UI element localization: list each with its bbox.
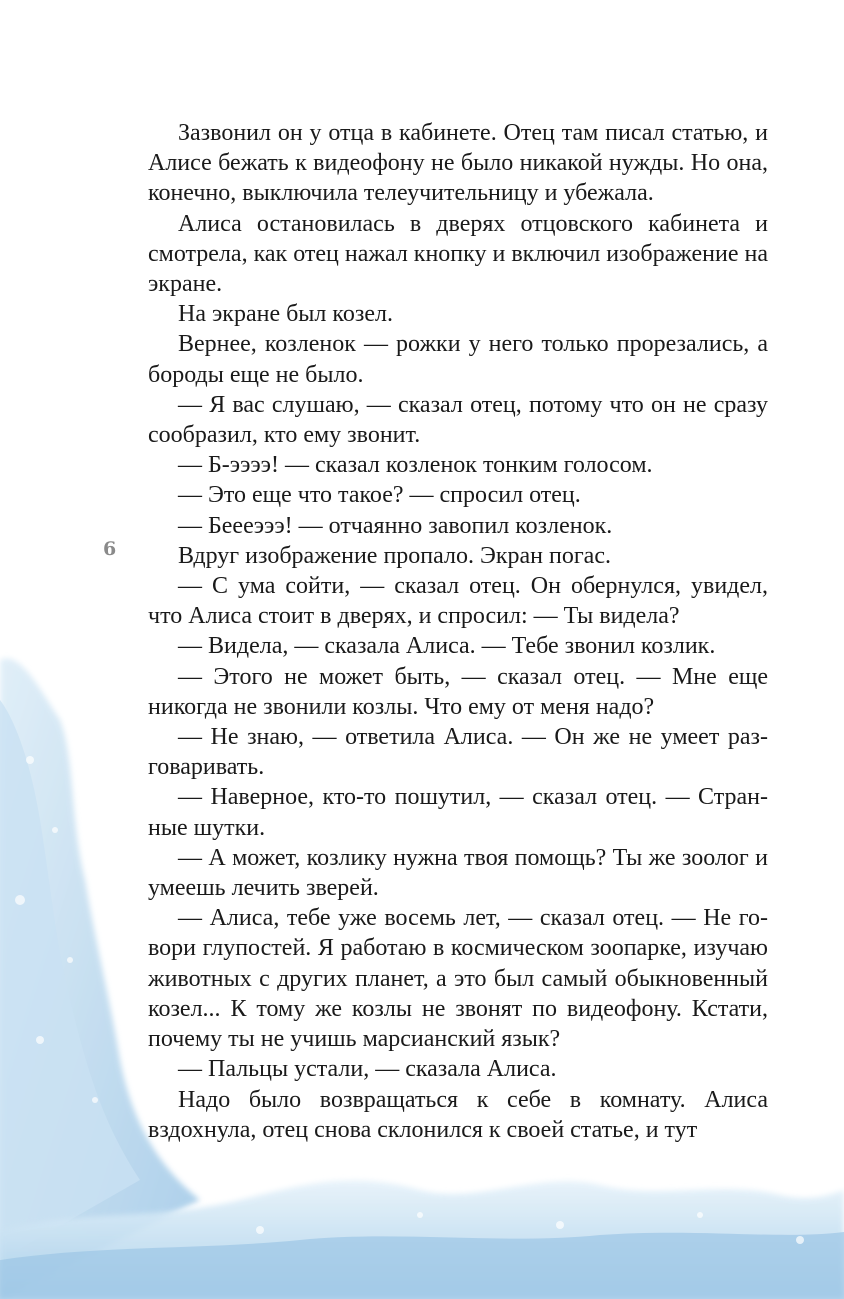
paragraph: — Я вас слушаю, — сказал отец, потому что он не сразу сообразил, кто ему звонит. [148, 391, 768, 449]
paragraph: — Это еще что такое? — спросил отец. [178, 482, 581, 509]
page-number: 6 [103, 538, 117, 560]
paragraph: Алиса остановилась в дверях отцовского кабинета и смотрела, как отец нажал кнопку и включил изображение на экране. [148, 210, 768, 298]
paragraph: Зазвонил он у отца в кабинете. Отец там писал статью, и Алисе бежать к видеофону не было никакой нужды. Но она, конечно, выключила телеучительницу и убежала. [148, 120, 768, 207]
paragraph: — Б-ээээ! — сказал козленок тонким голосом. [178, 452, 653, 479]
paragraph: Вернее, козленок — рожки у него только прорезались, а бороды еще не было. [148, 331, 768, 388]
paragraph: — Алиса, тебе уже восемь лет, — сказал отец. — Не говори глупостей. Я работаю в космическом зоопарке, изучаю животных с других планет, а это был самый обыкновенный козел... К тому же козлы не звонят по видеофону. Кстати, почему ты не учишь марсианский язык? [148, 905, 768, 1053]
paragraph: — С ума сойти, — сказал отец. Он обернулся, увидел, что Алиса стоит в дверях, и спросил: — Ты видела? [148, 573, 768, 630]
paragraph: — Беееэээ! — отчаянно завопил козленок. [178, 512, 613, 539]
paragraph: — Этого не может быть, — сказал отец. — Мне еще никогда не звонили козлы. Что ему от меня надо? [148, 663, 768, 720]
paragraph: — Видела, — сказала Алиса. — Тебе звонил козлик. [178, 633, 716, 660]
body-text [148, 118, 768, 1145]
paragraph: — Пальцы устали, — сказала Алиса. [178, 1056, 557, 1083]
paragraph: Вдруг изображение пропало. Экран погас. [178, 542, 611, 569]
paragraph: — Наверное, кто-то пошутил, — сказал отец. — Странные шутки. [148, 784, 768, 841]
paragraph: Надо было возвращаться к себе в комнату. Алиса вздохнула, отец снова склонился к своей статье, и тут [148, 1086, 768, 1143]
paragraph: На экране был козел. [178, 301, 393, 328]
paragraph: — Не знаю, — ответила Алиса. — Он же не умеет разговаривать. [148, 724, 768, 781]
paragraph: — А может, козлику нужна твоя помощь? Ты же зоолог и умеешь лечить зверей. [148, 844, 768, 902]
